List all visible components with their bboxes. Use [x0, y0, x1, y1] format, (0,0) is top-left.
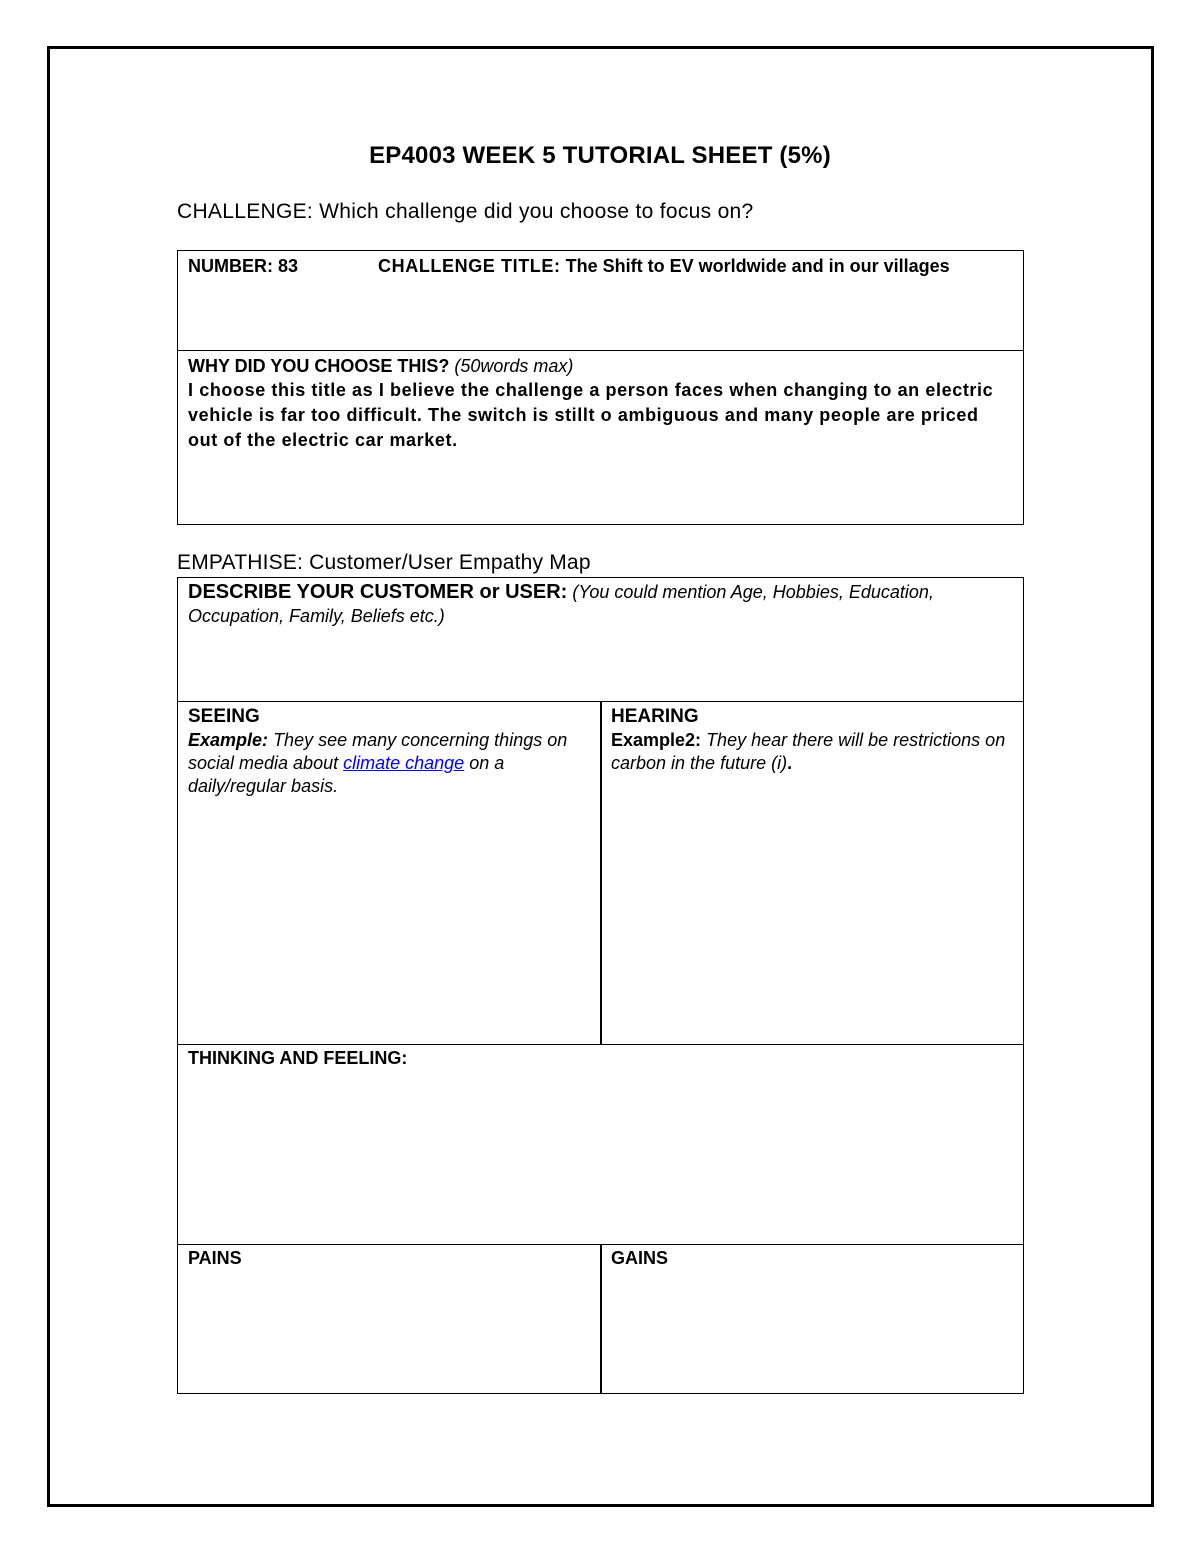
pains-box[interactable]: [177, 1244, 602, 1394]
challenge-question: CHALLENGE: Which challenge did you choose to focus on?: [177, 200, 754, 223]
seeing-box[interactable]: [177, 701, 602, 1045]
document-title: EP4003 WEEK 5 TUTORIAL SHEET (5%): [369, 142, 831, 169]
describe-customer-hint: (You could mention Age, Hobbies, Education, Occupation, Family, Beliefs etc.): [188, 582, 934, 626]
climate-change-link[interactable]: climate change: [343, 753, 465, 773]
seeing-example-label: Example:: [188, 730, 269, 750]
gains-box[interactable]: [600, 1244, 1024, 1394]
thinking-feeling-box[interactable]: [177, 1044, 1024, 1245]
why-chosen-box[interactable]: [177, 350, 1024, 525]
hearing-example-label: Example2:: [611, 730, 702, 750]
empathise-heading: EMPATHISE: Customer/User Empathy Map: [177, 551, 591, 574]
hearing-example: [611, 729, 1013, 775]
pains-label: PAINS: [188, 1248, 242, 1268]
describe-customer-label: DESCRIBE YOUR CUSTOMER or USER:: [188, 581, 568, 603]
why-chosen-answer: I choose this title as I believe the challenge a person faces when changing to an electric vehicle is far too difficult. The switch is stillt o ambiguous and many people are priced out of the electric car market.: [188, 380, 994, 450]
challenge-title-label: CHALLENGE TITLE:: [378, 256, 561, 276]
seeing-example: [188, 729, 591, 798]
hearing-example-text: They hear there will be restrictions on carbon in the future (i): [611, 730, 1006, 773]
hearing-example-period: .: [787, 753, 793, 773]
hearing-box[interactable]: [600, 701, 1024, 1045]
seeing-example-end: on a daily/regular basis.: [188, 753, 505, 796]
describe-customer-box[interactable]: [177, 577, 1024, 702]
gains-label: GAINS: [611, 1248, 669, 1268]
word-limit-hint: (50words max): [454, 356, 574, 376]
thinking-feeling-label: THINKING AND FEELING:: [188, 1048, 408, 1068]
challenge-title-value: The Shift to EV worldwide and in our villages: [565, 256, 950, 276]
seeing-label: SEEING: [188, 706, 260, 727]
hearing-label: HEARING: [611, 706, 699, 727]
challenge-number: NUMBER: 83: [188, 256, 299, 276]
challenge-title-box[interactable]: [177, 250, 1024, 351]
why-chosen-label: WHY DID YOU CHOOSE THIS?: [188, 356, 450, 376]
seeing-example-text: They see many concerning things on social media about: [188, 730, 568, 773]
